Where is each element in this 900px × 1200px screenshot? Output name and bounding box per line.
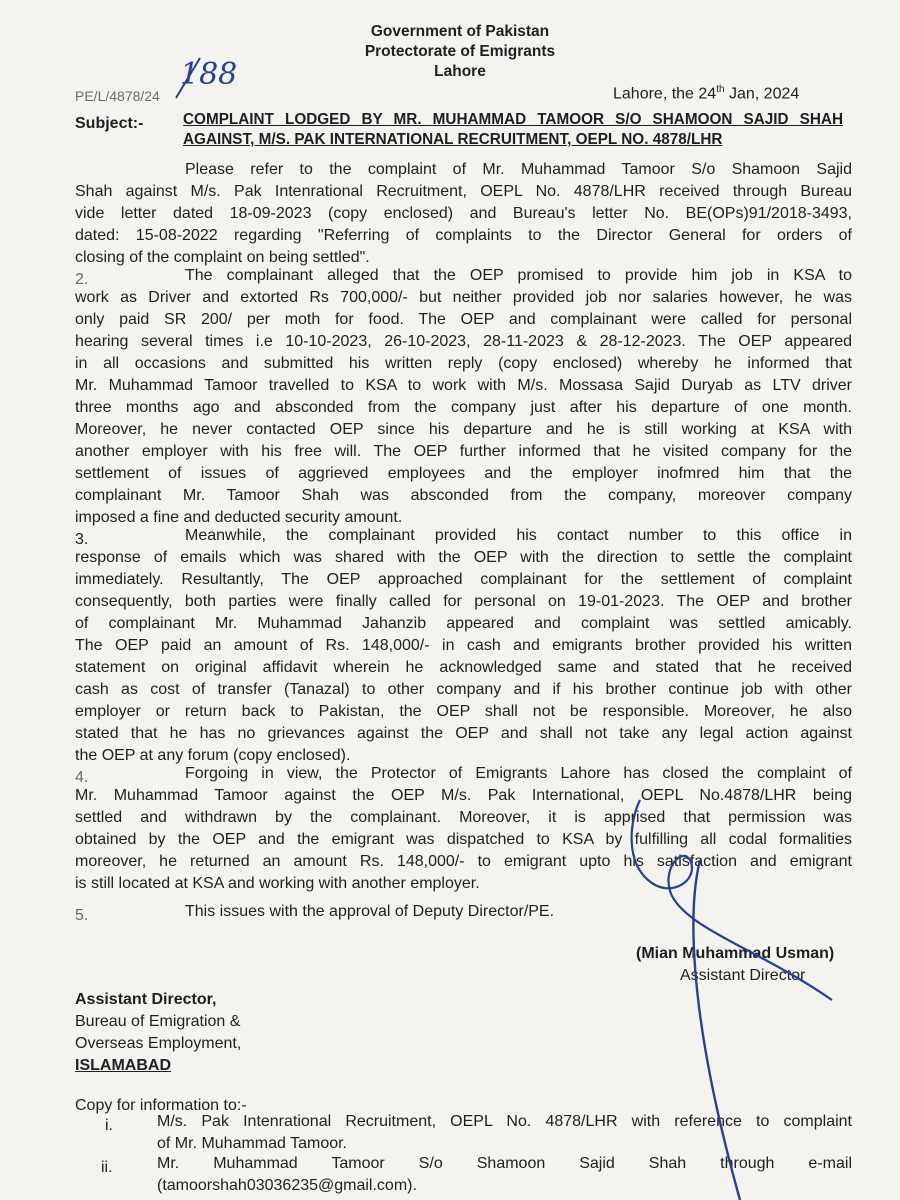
header-city: Lahore <box>434 63 486 80</box>
para4-line: settled and withdrawn by the complainant. Moreover, it is apprised that permission was <box>75 809 852 826</box>
para3-number: 3. <box>75 531 89 548</box>
para2-line: only paid SR 200/ per moth for food. The OEP and complainant were called for personal <box>75 311 852 328</box>
para4-line: obtained by the OEP and the emigrant was dispatched to KSA by fulfilling all codal formalities <box>75 831 852 848</box>
header-government: Government of Pakistan <box>370 23 550 40</box>
para3-line: statement on original affidavit wherein he acknowledged same and stated that he received <box>75 659 852 676</box>
para2-line: three months ago and absconded from the company just after his departure of one month. <box>75 399 852 416</box>
para2-line: settlement of issues of aggrieved employees and the employer inofmred him that the <box>75 465 852 482</box>
para5-number: 5. <box>75 907 89 924</box>
addressee-line: Assistant Director, <box>75 991 217 1008</box>
para3-line: immediately. Resultantly, The OEP approached complainant for the settlement of complaint <box>75 571 852 588</box>
para1-line: Shah against M/s. Pak Intenrational Recruitment, OEPL No. 4878/LHR received through Bureau <box>75 183 852 200</box>
para2-line: The complainant alleged that the OEP promised to provide him job in KSA to <box>185 267 852 284</box>
para3-line: consequently, both parties were finally called for personal on 19-01-2023. The OEP and brother <box>75 593 852 610</box>
addressee-line: Overseas Employment, <box>75 1035 242 1052</box>
para1-line: vide letter dated 18-09-2023 (copy enclosed) and Bureau's letter No. BE(OPs)91/2018-3493, <box>75 205 852 222</box>
copy-item-email: (tamoorshah03036235@gmail.com). <box>157 1177 417 1194</box>
para3-line: the OEP at any forum (copy enclosed). <box>75 747 351 764</box>
date-prefix: Lahore, the 24 <box>613 85 717 103</box>
addressee-line: Bureau of Emigration & <box>75 1013 241 1030</box>
para2-number: 2. <box>75 271 89 288</box>
para2-line: imposed a fine and deducted security amount. <box>75 509 403 526</box>
para4-line: moreover, he returned an amount Rs. 148,000/- to emigrant upto his satisfaction and emigrant <box>75 853 852 870</box>
copy-item-line: Mr. Muhammad Tamoor S/o Shamoon Sajid Shah through e-mail <box>157 1155 852 1172</box>
copy-item-line: M/s. Pak Intenrational Recruitment, OEPL No. 4878/LHR with reference to complaint <box>157 1113 852 1130</box>
reference-number: PE/L/4878/24 <box>75 88 160 104</box>
signatory-title: Assistant Director <box>680 967 806 984</box>
copy-item-number: i. <box>105 1117 113 1134</box>
header-protectorate: Protectorate of Emigrants <box>364 43 556 60</box>
para1-line: closing of the complaint on being settled". <box>75 249 370 266</box>
para2-line: complainant Mr. Tamoor Shah was absconded from the company, moreover company <box>75 487 852 504</box>
copy-item-line: of Mr. Muhammad Tamoor. <box>157 1135 347 1152</box>
para1-line: Please refer to the complaint of Mr. Muhammad Tamoor S/o Shamoon Sajid <box>185 161 852 178</box>
para3-line: employer or return back to Pakistan, the OEP shall not be responsible. Moreover, he also <box>75 703 852 720</box>
para3-line: response of emails which was shared with the OEP with the direction to settle the complaint <box>75 549 852 566</box>
para5-text: This issues with the approval of Deputy Director/PE. <box>185 903 555 920</box>
subject-line-1: COMPLAINT LODGED BY MR. MUHAMMAD TAMOOR S/O SHAMOON SAJID SHAH <box>183 111 843 128</box>
para3-line: stated that he has no grievances against the OEP and shall not take any legal action against <box>75 725 852 742</box>
handwritten-number: 188 <box>180 57 238 92</box>
para4-number: 4. <box>75 769 89 786</box>
para2-line: Moreover, he never contacted OEP since his departure and he is still working at KSA with <box>75 421 852 438</box>
para3-line: cash as cost of transfer (Tanazal) to other company and if his brother continue job with other <box>75 681 852 698</box>
para2-line: hearing several times i.e 10-10-2023, 26-10-2023, 28-11-2023 & 28-12-2023. The OEP appeared <box>75 333 852 350</box>
para4-line: is still located at KSA and working with another employer. <box>75 875 480 892</box>
para2-line: work as Driver and extorted Rs 700,000/- but neither provided job nor salaries however, he was <box>75 289 852 306</box>
signatory-name: (Mian Muhammad Usman) <box>636 945 835 962</box>
signature-tail <box>693 860 740 1200</box>
para1-line: dated: 15-08-2022 regarding "Referring of complaints to the Director General for orders of <box>75 227 852 244</box>
copy-item-number: ii. <box>101 1159 113 1176</box>
subject-line-2: AGAINST, M/S. PAK INTERNATIONAL RECRUITMENT, OEPL NO. 4878/LHR <box>183 131 723 148</box>
subject-label: Subject:- <box>75 115 144 132</box>
para2-line: another employer with his free will. The OEP further informed that he visited company for the <box>75 443 852 460</box>
para3-line: Meanwhile, the complainant provided his contact number to this office in <box>185 527 852 544</box>
addressee-city: ISLAMABAD <box>75 1057 171 1074</box>
para3-line: of complainant Mr. Muhammad Jahanzib appeared and complaint was settled amicably. <box>75 615 852 632</box>
letter-date <box>613 80 799 104</box>
para4-line: Mr. Muhammad Tamoor against the OEP M/s. Pak International, OEPL No.4878/LHR being <box>75 787 852 804</box>
para2-line: in all occasions and submitted his written reply (copy enclosed) whereby he informed that <box>75 355 852 372</box>
para4-line: Forgoing in view, the Protector of Emigrants Lahore has closed the complaint of <box>185 765 852 782</box>
copy-heading: Copy for information to:- <box>75 1097 247 1114</box>
para2-line: Mr. Muhammad Tamoor travelled to KSA to work with M/s. Mossasa Sajid Duryab as LTV driver <box>75 377 852 394</box>
date-suffix: Jan, 2024 <box>724 85 800 103</box>
para3-line: The OEP paid an amount of Rs. 148,000/- in cash and emigrants brother provided his written <box>75 637 852 654</box>
date-superscript: th <box>716 84 725 95</box>
